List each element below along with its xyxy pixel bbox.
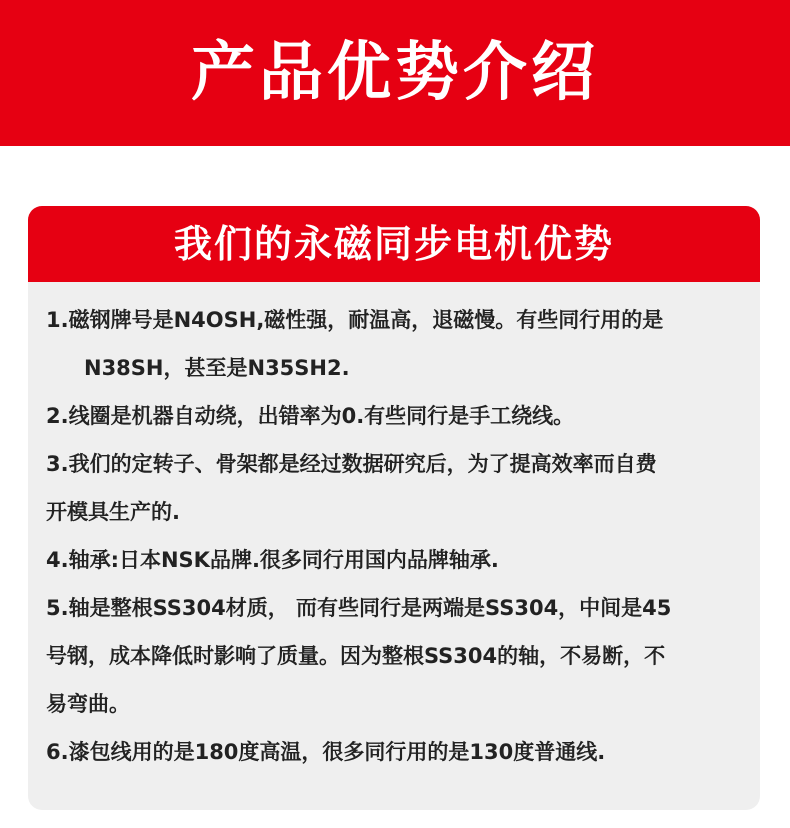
list-item: 3.我们的定转子、骨架都是经过数据研究后，为了提高效率而自费 [46,452,657,476]
list-item: 2.线圈是机器自动绕，出错率为0.有些同行是手工绕线。 [46,404,575,428]
list-item-continuation: 开模具生产的. [46,500,180,524]
list-item: 5.轴是整根SS304材质， 而有些同行是两端是SS304，中间是45 [46,596,672,620]
advantages-card [28,206,760,810]
list-item-continuation: 号钢，成本降低时影响了质量。因为整根SS304的轴，不易断，不 [46,644,666,668]
list-item: 4.轴承:日本NSK品牌.很多同行用国内品牌轴承. [46,548,499,572]
advantages-list [28,282,760,776]
list-item: 1.磁钢牌号是N4OSH,磁性强，耐温高，退磁慢。有些同行用的是 [46,308,664,332]
list-item: 6.漆包线用的是180度高温，很多同行用的是130度普通线. [46,740,606,764]
top-banner [0,0,790,146]
card-header [28,206,760,282]
card-title: 我们的永磁同步电机优势 [173,222,614,266]
list-item-continuation: 易弯曲。 [46,692,130,716]
page-title: 产品优势介绍 [191,36,599,110]
list-item-continuation: N38SH，甚至是N35SH2. [84,356,350,380]
